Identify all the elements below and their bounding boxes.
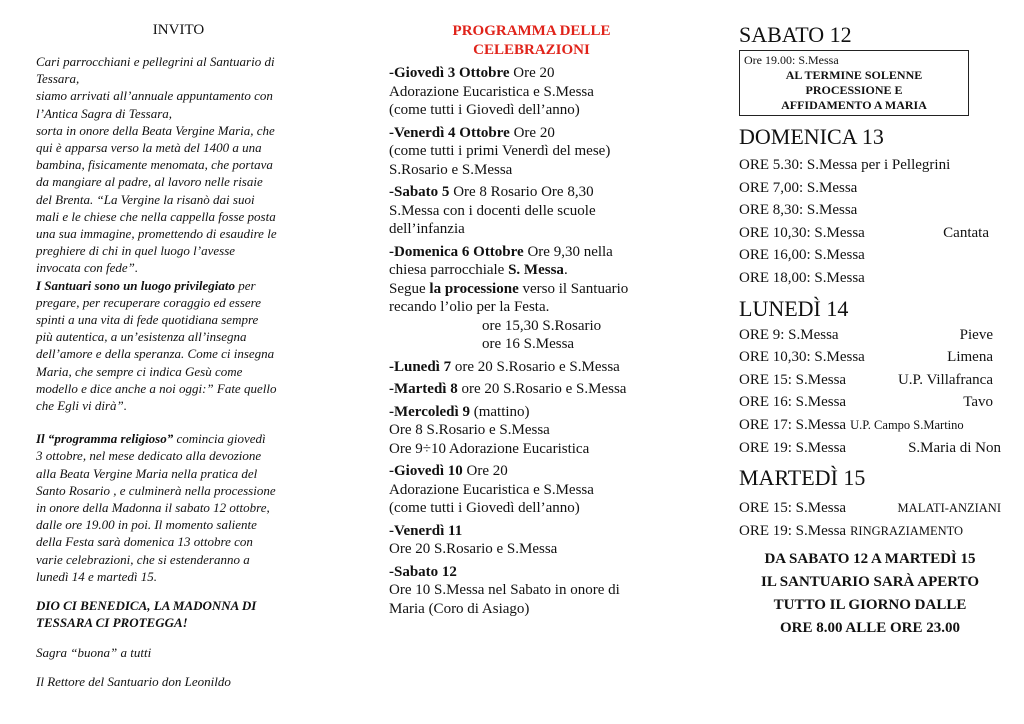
event-head: [389, 124, 674, 143]
event-line: Adorazione Eucaristica e S.Messa: [389, 83, 594, 100]
event-head: [389, 380, 674, 399]
schedule-time: ORE 17: S.Messa: [739, 416, 847, 433]
schedule-place: MALATI-ANZIANI: [897, 501, 1001, 516]
text-line: 3 ottobre, nel mese dedicato alla devozione: [36, 448, 262, 464]
text-span: per: [235, 277, 256, 293]
event-lunedi-7: [389, 358, 674, 377]
schedule-time: ORE 19: S.Messa: [739, 522, 847, 539]
text-line: dalle ore 19.00 in poi. Il momento saliente: [36, 517, 257, 533]
event-day: -Martedì 8: [389, 381, 458, 397]
event-head: [389, 358, 674, 377]
schedule-place: RINGRAZIAMENTO: [850, 523, 964, 538]
text-span: verso il Santuario: [518, 280, 629, 297]
bold-phrase: S. Messa: [508, 262, 564, 278]
calendario-column: [739, 22, 1001, 640]
signature: Il Rettore del Santuario don Leonildo: [36, 673, 231, 689]
invito-title: INVITO: [152, 22, 205, 38]
text-line: Santo Rosario , e culminerà nella processione: [36, 482, 276, 498]
text-span: chiesa parrocchiale: [389, 262, 509, 278]
day-title-martedi: MARTEDÌ 15: [739, 465, 866, 491]
event-time: (mattino): [469, 403, 530, 420]
schedule-row: [739, 154, 1001, 177]
event-time: ore 20 S.Rosario e S.Messa: [451, 358, 620, 375]
schedule-row: [739, 199, 1001, 222]
text-span: comincia giovedì: [173, 431, 266, 447]
text-line: DIO CI BENEDICA, LA MADONNA DI: [36, 598, 257, 614]
title-line: PROGRAMMA DELLE: [452, 23, 611, 39]
schedule-row: [739, 346, 1001, 369]
event-day: -Sabato 12: [389, 563, 457, 580]
bold-phrase: I Santuari sono un luogo privilegiato: [36, 277, 236, 293]
notice-line: IL SANTUARIO SARÀ APERTO: [761, 574, 979, 591]
text-line: dell’amore e della speranza. Come ci insegna: [36, 346, 275, 362]
box-line: Ore 19.00: S.Messa: [744, 53, 839, 67]
invito-column: [36, 22, 321, 690]
event-day: -Giovedì 10: [389, 463, 463, 479]
schedule-row: [739, 324, 1001, 347]
text-line: bambina, fisicamente menomata, che portava: [36, 157, 273, 173]
event-venerdi-4: [389, 124, 674, 180]
schedule-time: ORE 16: S.Messa: [739, 394, 847, 411]
event-head: [389, 403, 674, 422]
invito-paragraph-2: [36, 277, 321, 415]
text-line: spinti a una vita di fede quotidiana sempre: [36, 312, 259, 328]
schedule-time: ORE 7,00: S.Messa: [739, 179, 858, 196]
event-day: -Lunedì 7: [389, 358, 452, 375]
schedule-time: ORE 9: S.Messa: [739, 326, 839, 343]
event-day: -Sabato 5: [389, 184, 450, 200]
day-title-lunedi: LUNEDÌ 14: [739, 295, 849, 321]
blessing: [36, 597, 321, 631]
text-line: TESSARA CI PROTEGGA!: [36, 615, 188, 631]
box-line: PROCESSIONE E: [805, 83, 903, 97]
event-day: -Domenica 6 Ottobre: [389, 243, 524, 260]
schedule-time: ORE 8,30: S.Messa: [739, 202, 858, 219]
text-line: invocata con fede”.: [36, 260, 139, 276]
text-line: alla Beata Vergine Maria nella pratica del: [36, 465, 258, 481]
event-time: Ore 20: [509, 65, 555, 81]
schedule-place: U.P. Villafranca: [897, 371, 993, 388]
schedule-place: Pieve: [959, 326, 993, 343]
day-title-domenica: DOMENICA 13: [739, 124, 884, 149]
schedule-row: [739, 520, 1001, 543]
domenica-schedule: [739, 154, 1001, 290]
box-line: AL TERMINE SOLENNE: [785, 68, 923, 82]
event-line-indented: ore 16 S.Messa: [482, 336, 575, 352]
martedi-schedule: [739, 497, 1001, 542]
event-domenica-6: [389, 243, 674, 354]
programma-title: [389, 22, 674, 60]
opening-hours-notice: [739, 548, 1001, 640]
event-head: [389, 462, 674, 481]
schedule-place: Tavo: [963, 394, 993, 411]
event-sabato-12: [389, 563, 674, 619]
schedule-row: [739, 177, 1001, 200]
text-span: .: [563, 262, 568, 278]
event-line: recando l’olio per la Festa.: [389, 299, 550, 315]
schedule-time: ORE 15: S.Messa: [739, 371, 847, 388]
text-line: Maria, che sempre ci indica Gesù come: [36, 363, 243, 379]
schedule-time: ORE 18,00: S.Messa: [739, 269, 865, 286]
schedule-place: U.P. Campo S.Martino: [850, 417, 964, 432]
event-time: Ore 20: [509, 124, 555, 141]
greeting: Sagra “buona” a tutti: [36, 644, 152, 660]
box-line: AFFIDAMENTO A MARIA: [781, 98, 927, 112]
schedule-time: ORE 10,30: S.Messa: [739, 224, 865, 241]
text-line: lunedì 14 e martedì 15.: [36, 568, 157, 584]
schedule-time: ORE 15: S.Messa: [739, 500, 847, 517]
event-head: [389, 243, 674, 262]
event-line: S.Rosario e S.Messa: [389, 161, 513, 178]
text-line: qui è apparsa verso la metà del 1400 a una: [36, 140, 262, 156]
event-line: Maria (Coro di Asiago): [389, 600, 530, 617]
event-line: (come tutti i Giovedì dell’anno): [389, 102, 580, 118]
event-giovedi-10: [389, 462, 674, 518]
event-head: [389, 64, 674, 83]
event-line-indented: ore 15,30 S.Rosario: [482, 317, 602, 334]
event-time: Ore 8 Rosario Ore 8,30: [449, 184, 594, 200]
event-giovedi-3: [389, 64, 674, 120]
schedule-row: [739, 369, 1001, 392]
event-day: -Giovedì 3 Ottobre: [389, 65, 510, 81]
event-time: Ore 20: [462, 463, 508, 479]
schedule-time: ORE 5.30: S.Messa per i Pellegrini: [739, 157, 951, 173]
text-line: preghiere di chi in quel luogo l’avesse: [36, 243, 236, 259]
schedule-row: [739, 497, 1001, 520]
schedule-row: [739, 222, 1001, 245]
text-line: da mangiare al padre, al lavoro nelle risaie: [36, 174, 263, 190]
text-line: Cari parrocchiani e pellegrini al Santuario di: [36, 54, 275, 69]
schedule-place: Cantata: [943, 224, 989, 241]
schedule-row: [739, 244, 1001, 267]
event-line: S.Messa con i docenti delle scuole: [389, 202, 596, 219]
schedule-row: [739, 391, 1001, 414]
text-line: l’Antica Sagra di Tessara,: [36, 105, 173, 121]
text-line: che Egli vi dirà”.: [36, 398, 127, 414]
bold-phrase: Il “programma religioso”: [36, 431, 174, 447]
text-line: siamo arrivati all’annuale appuntamento con: [36, 88, 273, 104]
event-line: Adorazione Eucaristica e S.Messa: [389, 481, 594, 498]
event-line: Ore 20 S.Rosario e S.Messa: [389, 541, 558, 557]
event-day: -Venerdì 11: [389, 522, 463, 539]
text-line: in onore della Madonna il sabato 12 ottobre,: [36, 500, 270, 516]
notice-line: TUTTO IL GIORNO DALLE: [773, 597, 967, 614]
schedule-row: [739, 267, 1001, 290]
text-line: modello e dice anche a noi oggi:” Fate quello: [36, 380, 277, 396]
event-venerdi-11: [389, 522, 674, 559]
event-line: Ore 9÷10 Adorazione Eucaristica: [389, 440, 590, 457]
event-time: Ore 9,30 nella: [523, 243, 613, 260]
text-line: [36, 277, 321, 294]
event-line: [389, 280, 674, 299]
event-head: [389, 183, 674, 202]
event-mercoledi-9: [389, 403, 674, 459]
text-line: del Brenta. “La Vergine la risanò dai suoi: [36, 191, 255, 207]
text-span: Segue: [389, 280, 430, 297]
text-line: mali e le chiese che nella cappella fosse posta: [36, 208, 276, 224]
text-line: sorta in onore della Beata Vergine Maria, che: [36, 122, 275, 138]
event-day: -Venerdì 4 Ottobre: [389, 124, 510, 141]
event-line: Ore 8 S.Rosario e S.Messa: [389, 422, 550, 438]
schedule-place: S.Maria di Non: [908, 439, 1001, 456]
notice-line: DA SABATO 12 A MARTEDÌ 15: [764, 551, 976, 568]
schedule-row: [739, 414, 1001, 437]
sabato-box: [739, 50, 969, 116]
day-title-sabato: SABATO 12: [739, 22, 852, 47]
event-head: [389, 522, 674, 541]
programma-column: [389, 22, 674, 622]
invito-paragraph-1: [36, 53, 321, 277]
text-line: Tessara,: [36, 71, 80, 87]
event-line: (come tutti i Giovedì dell’anno): [389, 500, 580, 516]
schedule-time: ORE 10,30: S.Messa: [739, 349, 865, 366]
event-sabato-5: [389, 183, 674, 239]
schedule-row: [739, 437, 1001, 460]
text-line: pregare, per recuperare coraggio ed essere: [36, 294, 262, 310]
event-time: ore 20 S.Rosario e S.Messa: [457, 381, 627, 397]
event-head: [389, 563, 674, 582]
schedule-place: Limena: [947, 349, 993, 366]
lunedi-schedule: [739, 324, 1001, 460]
text-line: [36, 430, 321, 447]
text-line: della Festa sarà domenica 13 ottobre con: [36, 534, 253, 550]
event-line: [389, 261, 674, 280]
text-line: varie celebrazioni, che si estenderanno a: [36, 551, 250, 567]
text-line: una sua immagine, promettendo di esaudire le: [36, 226, 277, 242]
title-line: CELEBRAZIONI: [473, 42, 590, 58]
invito-paragraph-3: [36, 430, 321, 585]
schedule-time: ORE 16,00: S.Messa: [739, 247, 865, 264]
bold-phrase: la processione: [429, 280, 519, 297]
event-day: -Mercoledì 9: [389, 403, 470, 420]
event-line: (come tutti i primi Venerdì del mese): [389, 143, 611, 159]
event-martedi-8: [389, 380, 674, 399]
text-line: più autentica, a un’esistenza all’insegna: [36, 329, 247, 345]
event-line: Ore 10 S.Messa nel Sabato in onore di: [389, 582, 620, 598]
event-line: dell’infanzia: [389, 221, 465, 237]
notice-line: ORE 8.00 ALLE ORE 23.00: [779, 620, 961, 637]
schedule-time: ORE 19: S.Messa: [739, 439, 847, 456]
